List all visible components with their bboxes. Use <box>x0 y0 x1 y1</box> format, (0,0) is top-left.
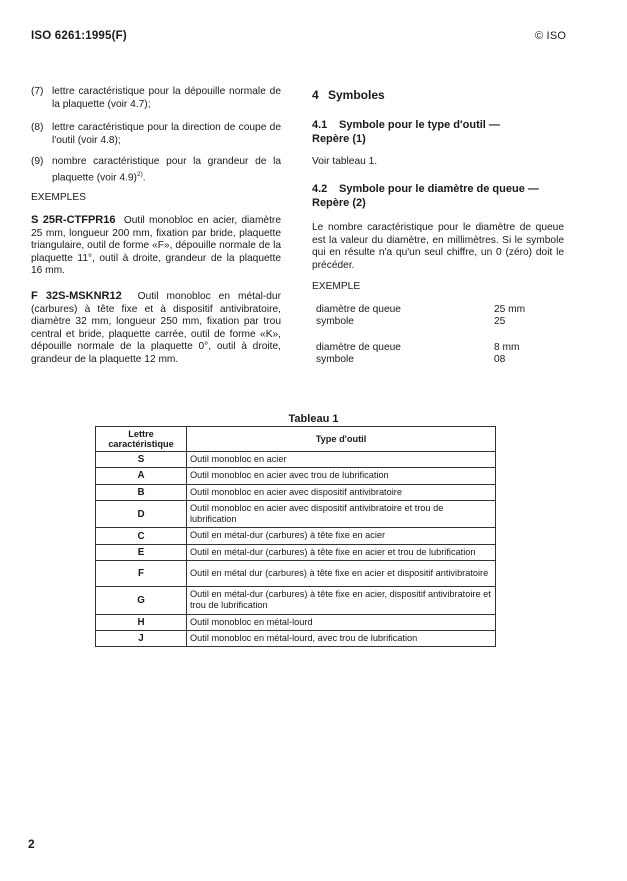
item-text: lettre caractéristique pour la dépouille normale de la plaquette (voir 4.7); <box>52 86 281 110</box>
examples-heading: EXEMPLES <box>31 192 86 203</box>
row-letter: A <box>96 468 187 484</box>
section-heading <box>312 89 385 102</box>
example-2 <box>31 290 281 367</box>
item-number: (7) <box>31 86 44 97</box>
row-description: Outil monobloc en acier avec dispositif antivibratoire <box>187 484 496 500</box>
item-text: lettre caractéristique pour la direction de coupe de l'outil (voir 4.8); <box>52 122 281 146</box>
example-1 <box>31 214 281 278</box>
pair-value: 8 mm <box>494 342 520 353</box>
example-pair <box>316 316 566 328</box>
pair-value: 08 <box>494 354 506 365</box>
item-number: (9) <box>31 156 44 167</box>
example-text: Outil monobloc en métal-dur (carbures) à tête fixe et à dispositif antivibratoire, diamètre 32 mm, longueur 250 mm, fixation par trou central et bride, plaquette carrée, outil de forme «K», dépouille normale de la plaquette 0°, outil à droite, grandeur de la plaquette 12 mm. <box>31 291 281 365</box>
footnote-ref: 2) <box>136 170 143 178</box>
example-text: Outil monobloc en acier, diamètre 25 mm, longueur 200 mm, fixation par bride, plaquette triangulaire, outil de forme «F», dépouille normale de la plaquette 11°, outil à droite, grandeur de la plaquette 16 mm. <box>31 215 281 277</box>
subsection-title-line1: Symbole pour le type d'outil — <box>339 119 500 131</box>
pair-value: 25 mm <box>494 304 526 315</box>
example-pair <box>316 342 566 354</box>
row-description: Outil en métal dur (carbures) à tête fixe en acier et dispositif antivibratoire <box>187 561 496 587</box>
subsection-number: 4.1 <box>312 119 328 131</box>
column-header-type: Type d'outil <box>187 427 496 452</box>
page-number: 2 <box>28 837 35 851</box>
row-letter: D <box>96 500 187 528</box>
item-text <box>52 156 281 185</box>
item-text-end: . <box>142 171 146 183</box>
example-code: S 25R-CTFPR16 <box>31 214 116 226</box>
subsection-text: Le nombre caractéristique pour le diamètre de queue est la valeur du diamètre, en millimètres. Si le symbole qui en résulte n'a qu'un seul chiffre, un 0 (zéro) doit le précéder. <box>312 222 564 271</box>
subsection-heading-4-2 <box>312 183 582 210</box>
row-description: Outil en métal-dur (carbures) à tête fixe en acier, dispositif antivibratoire et trou de lubrification <box>187 587 496 615</box>
row-description: Outil monobloc en acier avec dispositif antivibratoire et trou de lubrification <box>187 500 496 528</box>
column-header-line1: Lettre <box>128 428 154 439</box>
row-letter: C <box>96 528 187 544</box>
row-letter: S <box>96 452 187 468</box>
row-letter: F <box>96 561 187 587</box>
example-code: F 32S-MSKNR12 <box>31 290 122 302</box>
row-description: Outil monobloc en acier avec trou de lubrification <box>187 468 496 484</box>
section-number: 4 <box>312 88 319 102</box>
subsection-title-line2: Repère (2) <box>312 196 366 209</box>
table-row <box>96 587 496 615</box>
table-row <box>96 452 496 468</box>
example-pair <box>316 304 566 316</box>
row-description: Outil en métal-dur (carbures) à tête fixe en acier <box>187 528 496 544</box>
example-heading: EXEMPLE <box>312 281 361 292</box>
table-row <box>96 544 496 560</box>
subsection-heading-4-1 <box>312 119 572 146</box>
example-pair <box>316 354 566 366</box>
subsection-text: Voir tableau 1. <box>312 156 378 167</box>
pair-label: diamètre de queue <box>316 304 401 315</box>
row-letter: H <box>96 614 187 630</box>
table-title: Tableau 1 <box>288 413 339 425</box>
row-description: Outil monobloc en acier <box>187 452 496 468</box>
subsection-title-line2: Repère (1) <box>312 132 366 145</box>
list-item <box>31 122 281 147</box>
row-description: Outil monobloc en métal-lourd, avec trou de lubrification <box>187 630 496 646</box>
section-title: Symboles <box>328 88 385 102</box>
table-row <box>96 468 496 484</box>
subsection-title-line1: Symbole pour le diamètre de queue — <box>339 183 539 195</box>
table-row <box>96 484 496 500</box>
subsection-number: 4.2 <box>312 183 328 195</box>
list-item <box>31 86 281 111</box>
table-header-row <box>96 427 496 452</box>
table-row <box>96 500 496 528</box>
row-letter: J <box>96 630 187 646</box>
table-row <box>96 528 496 544</box>
row-letter: B <box>96 484 187 500</box>
pair-label: diamètre de queue <box>316 342 401 353</box>
row-description: Outil monobloc en métal-lourd <box>187 614 496 630</box>
column-header-letter <box>96 427 187 452</box>
row-letter: G <box>96 587 187 615</box>
tool-type-table <box>95 426 496 647</box>
pair-label: symbole <box>316 354 354 365</box>
table-row <box>96 614 496 630</box>
item-text-main: nombre caractéristique pour la grandeur de la plaquette (voir 4.9) <box>52 156 281 183</box>
table-row <box>96 630 496 646</box>
copyright-notice: © ISO <box>535 30 567 42</box>
list-item <box>31 156 281 185</box>
pair-label: symbole <box>316 316 354 327</box>
column-header-line2: caractéristique <box>108 439 174 449</box>
table-row <box>96 561 496 587</box>
row-description: Outil en métal-dur (carbures) à tête fixe en acier et trou de lubrification <box>187 544 496 560</box>
document-standard-header: ISO 6261:1995(F) <box>31 30 127 42</box>
pair-value: 25 <box>494 316 506 327</box>
row-letter: E <box>96 544 187 560</box>
item-number: (8) <box>31 122 44 133</box>
